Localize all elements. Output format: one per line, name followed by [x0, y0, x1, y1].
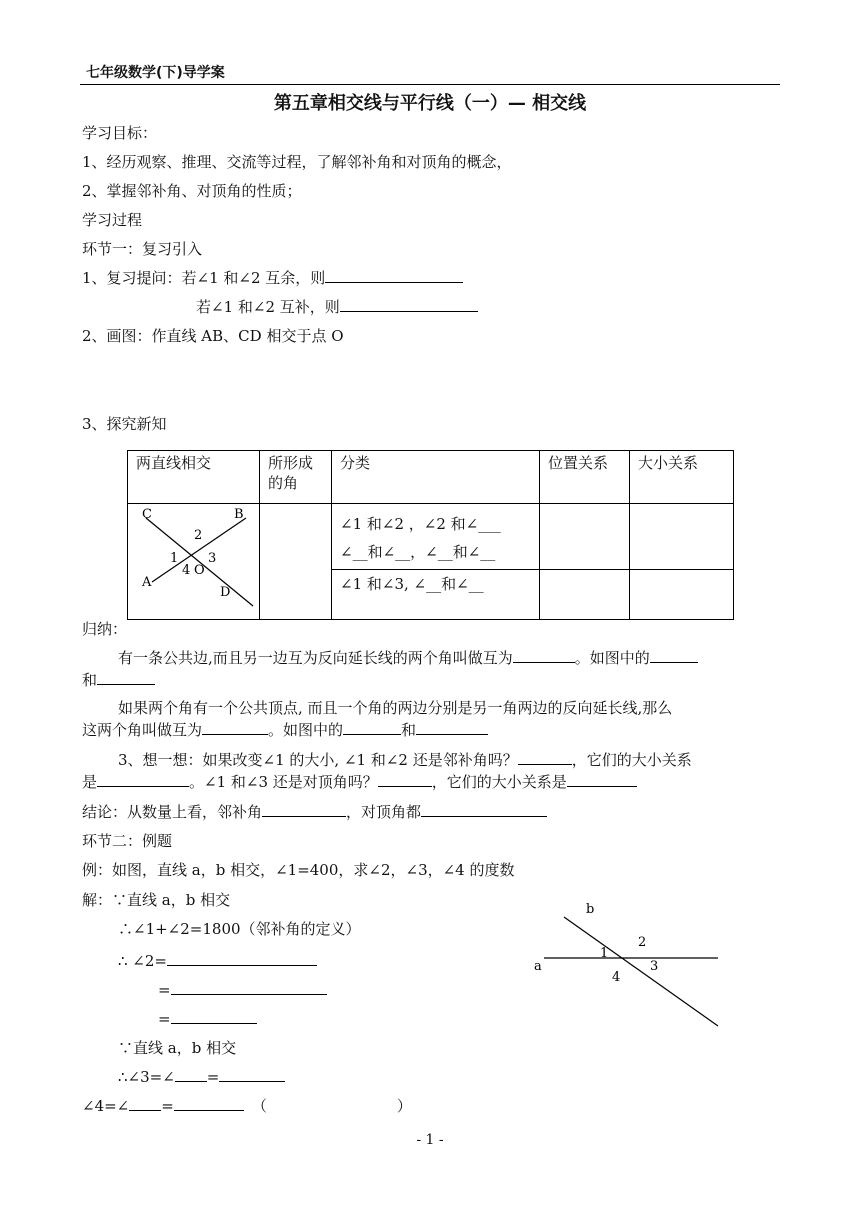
summary-text: 。∠1 和∠3 还是对顶角吗？	[189, 773, 378, 791]
answer-blank[interactable]	[97, 670, 155, 685]
solution-text: ∴ ∠2=	[118, 952, 167, 970]
objective-item-1: 1、经历观察、推理、交流等过程，了解邻补角和对顶角的概念，	[82, 153, 512, 171]
position-cell-2[interactable]	[540, 570, 630, 620]
solution-text: =	[206, 1068, 220, 1086]
label-o: O	[194, 563, 205, 578]
label-c: C	[142, 507, 152, 522]
answer-blank[interactable]	[343, 720, 401, 735]
summary-text: 3、想一想：如果改变∠1 的大小, ∠1 和∠2 还是邻补角吗？	[118, 751, 518, 769]
conclusion-text: ，对顶角都	[346, 803, 422, 821]
solution-text: =	[158, 1010, 171, 1028]
summary-text: 有一条公共边,而且另一边互为反向延长线的两个角叫做互为	[118, 649, 513, 667]
solution-text: ∠4=∠	[82, 1097, 130, 1115]
summary-text: 这两个角叫做互为	[82, 721, 203, 739]
category-line: ∠__和∠__，∠__和∠__	[340, 543, 496, 561]
angles-cell	[260, 504, 332, 620]
answer-blank[interactable]	[567, 772, 637, 787]
solution-line-8	[82, 1096, 412, 1116]
answer-blank[interactable]	[171, 1009, 257, 1024]
table-header-cell	[630, 451, 734, 504]
label-angle-3: 3	[208, 551, 217, 566]
label-angle-3: 3	[650, 959, 659, 974]
table-header-cell	[540, 451, 630, 504]
label-line-b: b	[586, 902, 595, 917]
table-header-cell	[332, 451, 540, 504]
summary-text: ，它们的大小关系是	[431, 773, 567, 791]
answer-blank[interactable]	[378, 772, 432, 787]
summary-text: ，它们的大小关系	[571, 751, 692, 769]
section2-heading: 环节二：例题	[82, 832, 173, 850]
table-header-cell	[128, 451, 260, 504]
summary-p1-line1	[118, 648, 698, 668]
line-b	[564, 917, 718, 1026]
solution-line-1: 解：∵直线 a，b 相交	[82, 891, 231, 909]
question-1b	[196, 297, 478, 317]
label-angle-2: 2	[638, 935, 647, 950]
summary-p3-line1	[118, 750, 692, 770]
question-1a	[82, 268, 463, 288]
size-cell-2[interactable]	[630, 570, 734, 620]
example-statement: 例：如图，直线 a，b 相交，∠1=400，求∠2，∠3，∠4 的度数	[82, 861, 515, 879]
summary-p3-line2	[82, 772, 637, 792]
label-a: A	[142, 575, 152, 590]
answer-blank[interactable]	[650, 648, 698, 663]
reason-close-paren: ）	[396, 1097, 412, 1115]
figure-cell	[128, 504, 260, 620]
question-2: 2、画图：作直线 AB、CD 相交于点 O	[82, 327, 344, 345]
section1-heading: 环节一：复习引入	[82, 240, 203, 258]
label-line-a: a	[534, 959, 542, 974]
header-line: 的角	[268, 474, 299, 492]
answer-blank[interactable]	[175, 1067, 207, 1082]
answer-blank[interactable]	[262, 802, 346, 817]
category-cell-1	[332, 504, 540, 570]
question-3: 3、探究新知	[82, 415, 167, 433]
table-header-position: 位置关系	[548, 454, 609, 472]
solution-text: =	[158, 981, 171, 999]
answer-blank[interactable]	[219, 1067, 285, 1082]
summary-text: 和	[401, 721, 417, 739]
table-header-size: 大小关系	[638, 454, 699, 472]
solution-text: ∴∠3=∠	[118, 1068, 175, 1086]
process-heading: 学习过程	[82, 211, 143, 229]
solution-line-3	[118, 951, 317, 971]
size-cell-1[interactable]	[630, 504, 734, 570]
answer-blank[interactable]	[129, 1096, 161, 1111]
label-angle-2: 2	[194, 528, 203, 543]
solution-line-5	[158, 1009, 257, 1029]
summary-text: 。如图中的	[574, 649, 650, 667]
solution-text: =	[161, 1097, 174, 1115]
solution-line-4	[158, 980, 327, 1000]
example-figure	[530, 895, 730, 1035]
intersecting-lines-figure	[128, 504, 259, 614]
reason-open-paren: （	[251, 1097, 267, 1115]
summary-text: 和	[82, 671, 98, 689]
summary-p2-line2	[82, 720, 488, 740]
answer-blank[interactable]	[421, 802, 547, 817]
summary-heading: 归纳：	[82, 620, 128, 638]
label-angle-4: 4	[182, 563, 191, 578]
solution-line-6: ∵直线 a，b 相交	[118, 1039, 237, 1057]
answer-blank[interactable]	[513, 648, 575, 663]
question-1a-text: 1、复习提问：若∠1 和∠2 互余，则	[82, 269, 326, 287]
label-angle-1: 1	[600, 946, 609, 961]
summary-text: 是	[82, 773, 98, 791]
answer-blank[interactable]	[416, 720, 488, 735]
answer-blank[interactable]	[171, 980, 327, 995]
label-d: D	[220, 585, 231, 600]
header-rule	[80, 84, 780, 85]
label-angle-1: 1	[170, 551, 179, 566]
summary-text: 。如图中的	[268, 721, 344, 739]
answer-blank[interactable]	[167, 951, 317, 966]
table-header-angles	[260, 451, 331, 493]
category-line: ∠1 和∠3, ∠__和∠__	[340, 575, 484, 594]
document-header: 七年级数学(下)导学案	[86, 65, 225, 81]
answer-blank[interactable]	[174, 1096, 244, 1111]
table-header-intersect: 两直线相交	[136, 454, 212, 472]
page-number: - 1 -	[416, 1132, 444, 1148]
solution-line-2: ∴∠1+∠2=1800（邻补角的定义）	[118, 920, 361, 938]
summary-p2-line1: 如果两个角有一个公共顶点, 而且一个角的两边分别是另一角两边的反向延长线,那么	[118, 699, 673, 717]
question-1b-text: 若∠1 和∠2 互补，则	[196, 298, 340, 316]
conclusion	[82, 802, 547, 822]
conclusion-text: 结论：从数量上看，邻补角	[82, 803, 263, 821]
answer-blank[interactable]	[325, 268, 463, 283]
angle-table	[127, 450, 734, 620]
category-cell-2	[332, 570, 540, 620]
page-title: 第五章相交线与平行线（一）— 相交线	[273, 93, 587, 114]
answer-blank[interactable]	[97, 772, 189, 787]
answer-blank[interactable]	[202, 720, 268, 735]
objectives-heading: 学习目标：	[82, 124, 158, 142]
answer-blank[interactable]	[518, 750, 572, 765]
position-cell-1[interactable]	[540, 504, 630, 570]
objective-item-2: 2、掌握邻补角、对顶角的性质；	[82, 182, 302, 200]
table-header-category: 分类	[340, 454, 371, 472]
solution-line-7	[118, 1067, 285, 1087]
answer-blank[interactable]	[340, 297, 478, 312]
summary-p1-line2	[82, 670, 155, 690]
label-b: B	[234, 507, 244, 522]
table-header-cell	[260, 451, 332, 504]
category-line: ∠1 和∠2 ，∠2 和∠___	[340, 515, 501, 533]
header-line: 所形成	[268, 454, 314, 472]
label-angle-4: 4	[612, 970, 621, 985]
